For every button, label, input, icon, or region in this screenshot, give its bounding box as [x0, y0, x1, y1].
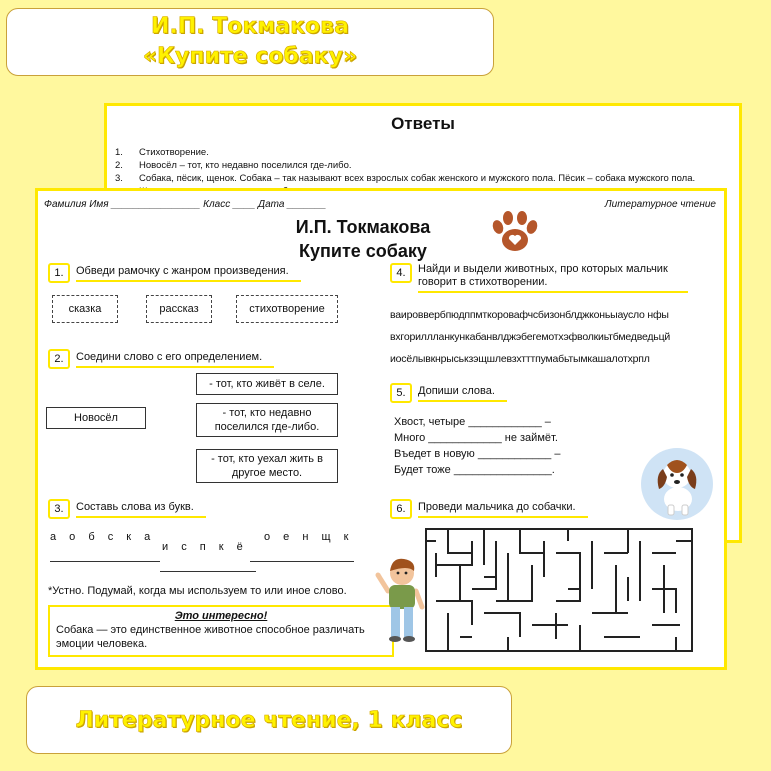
letter-row[interactable]: ваироввербпюдппмткоровафчсбизонблджконьыаусло нфы	[390, 309, 669, 321]
worksheet-title: И.П. Токмакова Купите собаку	[295, 217, 431, 261]
answer-item: 2. Новосёл – тот, кто недавно поселился где-либо.	[115, 160, 352, 171]
task-6: 6. Проведи мальчика до собачки.	[390, 499, 588, 519]
footer-title: Литературное чтение, 1 класс	[75, 708, 463, 733]
task-2: 2. Соедини слово с его определением.	[48, 349, 274, 369]
letter-row[interactable]: иосёлывкнрыськзэщшлевзхтттпумабьтымкашалотхрпл	[390, 353, 650, 365]
letter-group: и с п к ё	[162, 541, 248, 553]
interesting-heading: Это интересно!	[174, 610, 268, 622]
answer-item: 1. Стихотворение.	[115, 147, 209, 158]
answer-line[interactable]	[250, 561, 354, 562]
worksheet	[35, 188, 727, 670]
letter-group: а о б с к а	[50, 531, 156, 543]
definition-box[interactable]: - тот, кто недавно поселился где-либо.	[196, 403, 338, 437]
fill-line[interactable]: Много ____________ не займёт.	[394, 432, 558, 444]
interesting-text: Собака — это единственное животное способное различать эмоции человека.	[56, 624, 365, 650]
genre-option-poem[interactable]: стихотворение	[236, 295, 338, 323]
fill-line[interactable]: Въедет в новую ____________ –	[394, 448, 561, 460]
fill-line[interactable]: Хвост, четыре ____________ –	[394, 416, 551, 428]
oral-hint: *Устно. Подумай, когда мы используем то или иное слово.	[48, 585, 347, 597]
worksheet-header	[44, 199, 716, 210]
task-1: 1. Обведи рамочку с жанром произведения.	[48, 263, 301, 283]
task-4: 4. Найди и выдели животных, про которых мальчик говорит в стихотворении.	[390, 263, 688, 293]
letter-group: о е н щ к	[264, 531, 354, 543]
cover-title-line2: «Купите собаку»	[142, 44, 358, 69]
answer-line[interactable]	[160, 571, 256, 572]
letter-row[interactable]: вхгориллланкункабанвлджэбегемотхэфволкиьтбмедведьцй	[390, 331, 671, 343]
answer-line[interactable]	[50, 561, 160, 562]
boy-illustration	[374, 551, 430, 647]
interesting-fact-box	[48, 605, 394, 657]
maze[interactable]	[424, 527, 694, 653]
task-3: 3. Составь слова из букв.	[48, 499, 206, 519]
task-5: 5. Допиши слова.	[390, 383, 507, 403]
subject-label: Литературное чтение	[604, 199, 716, 210]
cover-title-line1: И.П. Токмакова	[151, 14, 349, 39]
footer-card	[26, 686, 512, 754]
answer-item: 3. Собака, пёсик, щенок. Собака – так называют всех взрослых собак женского и мужского пола. Пёсик – собака мужского пола.	[115, 173, 696, 184]
definition-box[interactable]: - тот, кто живёт в селе.	[196, 373, 338, 395]
student-fields: Фамилия Имя ________________ Класс ____ Дата _______	[44, 199, 327, 210]
dog-illustration	[640, 447, 714, 521]
title-card	[6, 8, 494, 76]
definition-box[interactable]: - тот, кто уехал жить в другое место.	[196, 449, 338, 483]
answers-heading: Ответы	[391, 114, 455, 133]
word-box[interactable]: Новосёл	[46, 407, 146, 429]
fill-line[interactable]: Будет тоже ________________.	[394, 464, 555, 476]
genre-option-skazka[interactable]: сказка	[52, 295, 118, 323]
paw-icon	[490, 209, 540, 255]
genre-option-rasskaz[interactable]: рассказ	[146, 295, 212, 323]
